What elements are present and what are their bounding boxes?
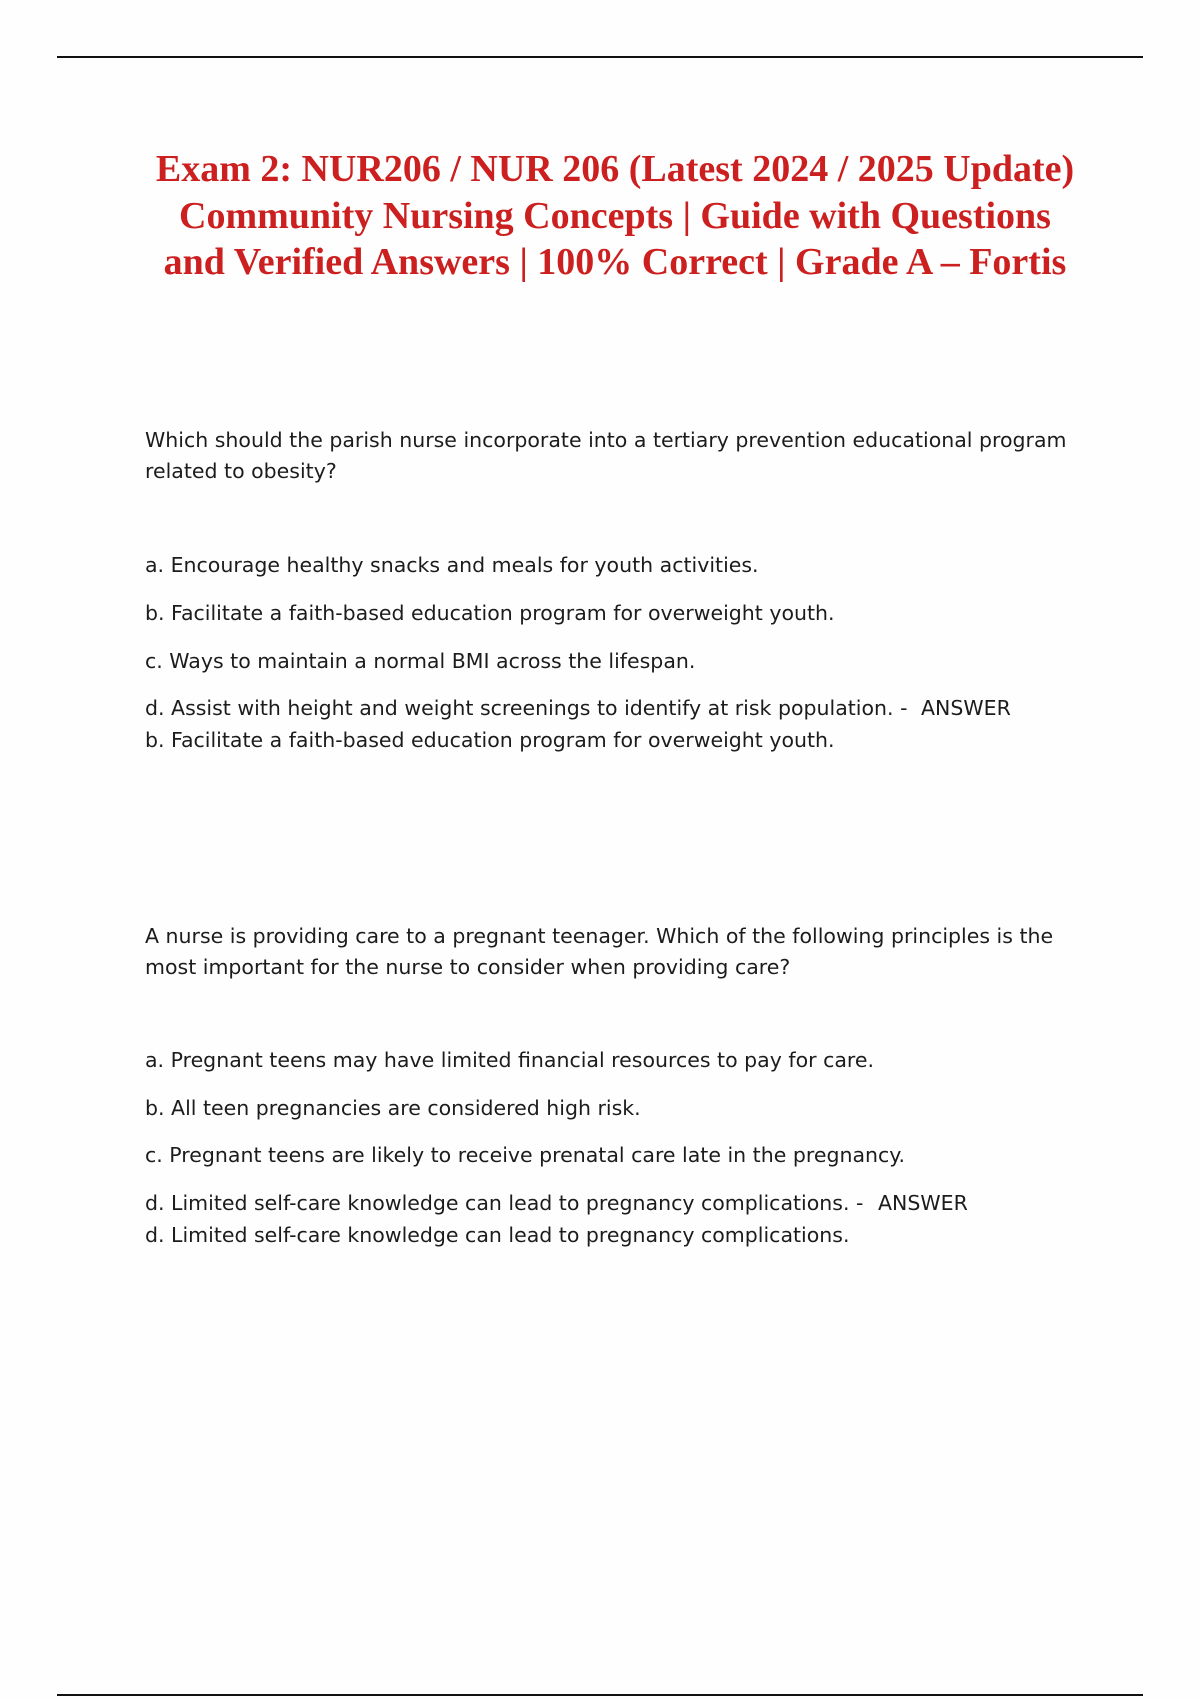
option-a: a. Pregnant teens may have limited financial resources to pay for care. bbox=[145, 1048, 875, 1072]
top-rule bbox=[57, 56, 1143, 58]
option-d: d. Assist with height and weight screenings to identify at risk population. - bbox=[145, 696, 908, 720]
question-text: Which should the parish nurse incorporate into a tertiary prevention educational program related to obesity? bbox=[145, 428, 1067, 483]
question-block-2 bbox=[145, 921, 1085, 1251]
question-block-1 bbox=[145, 425, 1085, 755]
bottom-rule bbox=[57, 1694, 1143, 1696]
document-title: Exam 2: NUR206 / NUR 206 (Latest 2024 / 2025 Update) Community Nursing Concepts | Guide with Questions and Verified Answers | 100% Correct | Grade A – Fortis bbox=[155, 148, 1075, 283]
option-a: a. Encourage healthy snacks and meals for youth activities. bbox=[145, 553, 759, 577]
option-c: c. Pregnant teens are likely to receive prenatal care late in the pregnancy. bbox=[145, 1143, 906, 1167]
answer-text: b. Facilitate a faith-based education program for overweight youth. bbox=[145, 728, 835, 752]
answer-label: ANSWER bbox=[878, 1191, 968, 1215]
option-d: d. Limited self-care knowledge can lead to pregnancy complications. - bbox=[145, 1191, 864, 1215]
option-c: c. Ways to maintain a normal BMI across the lifespan. bbox=[145, 649, 696, 673]
answer-text: d. Limited self-care knowledge can lead to pregnancy complications. bbox=[145, 1223, 850, 1247]
option-b: b. All teen pregnancies are considered high risk. bbox=[145, 1096, 641, 1120]
option-b: b. Facilitate a faith-based education program for overweight youth. bbox=[145, 601, 835, 625]
answer-label: ANSWER bbox=[921, 696, 1011, 720]
question-text: A nurse is providing care to a pregnant teenager. Which of the following principles is the most important for the nurse to consider when providing care? bbox=[145, 924, 1054, 979]
